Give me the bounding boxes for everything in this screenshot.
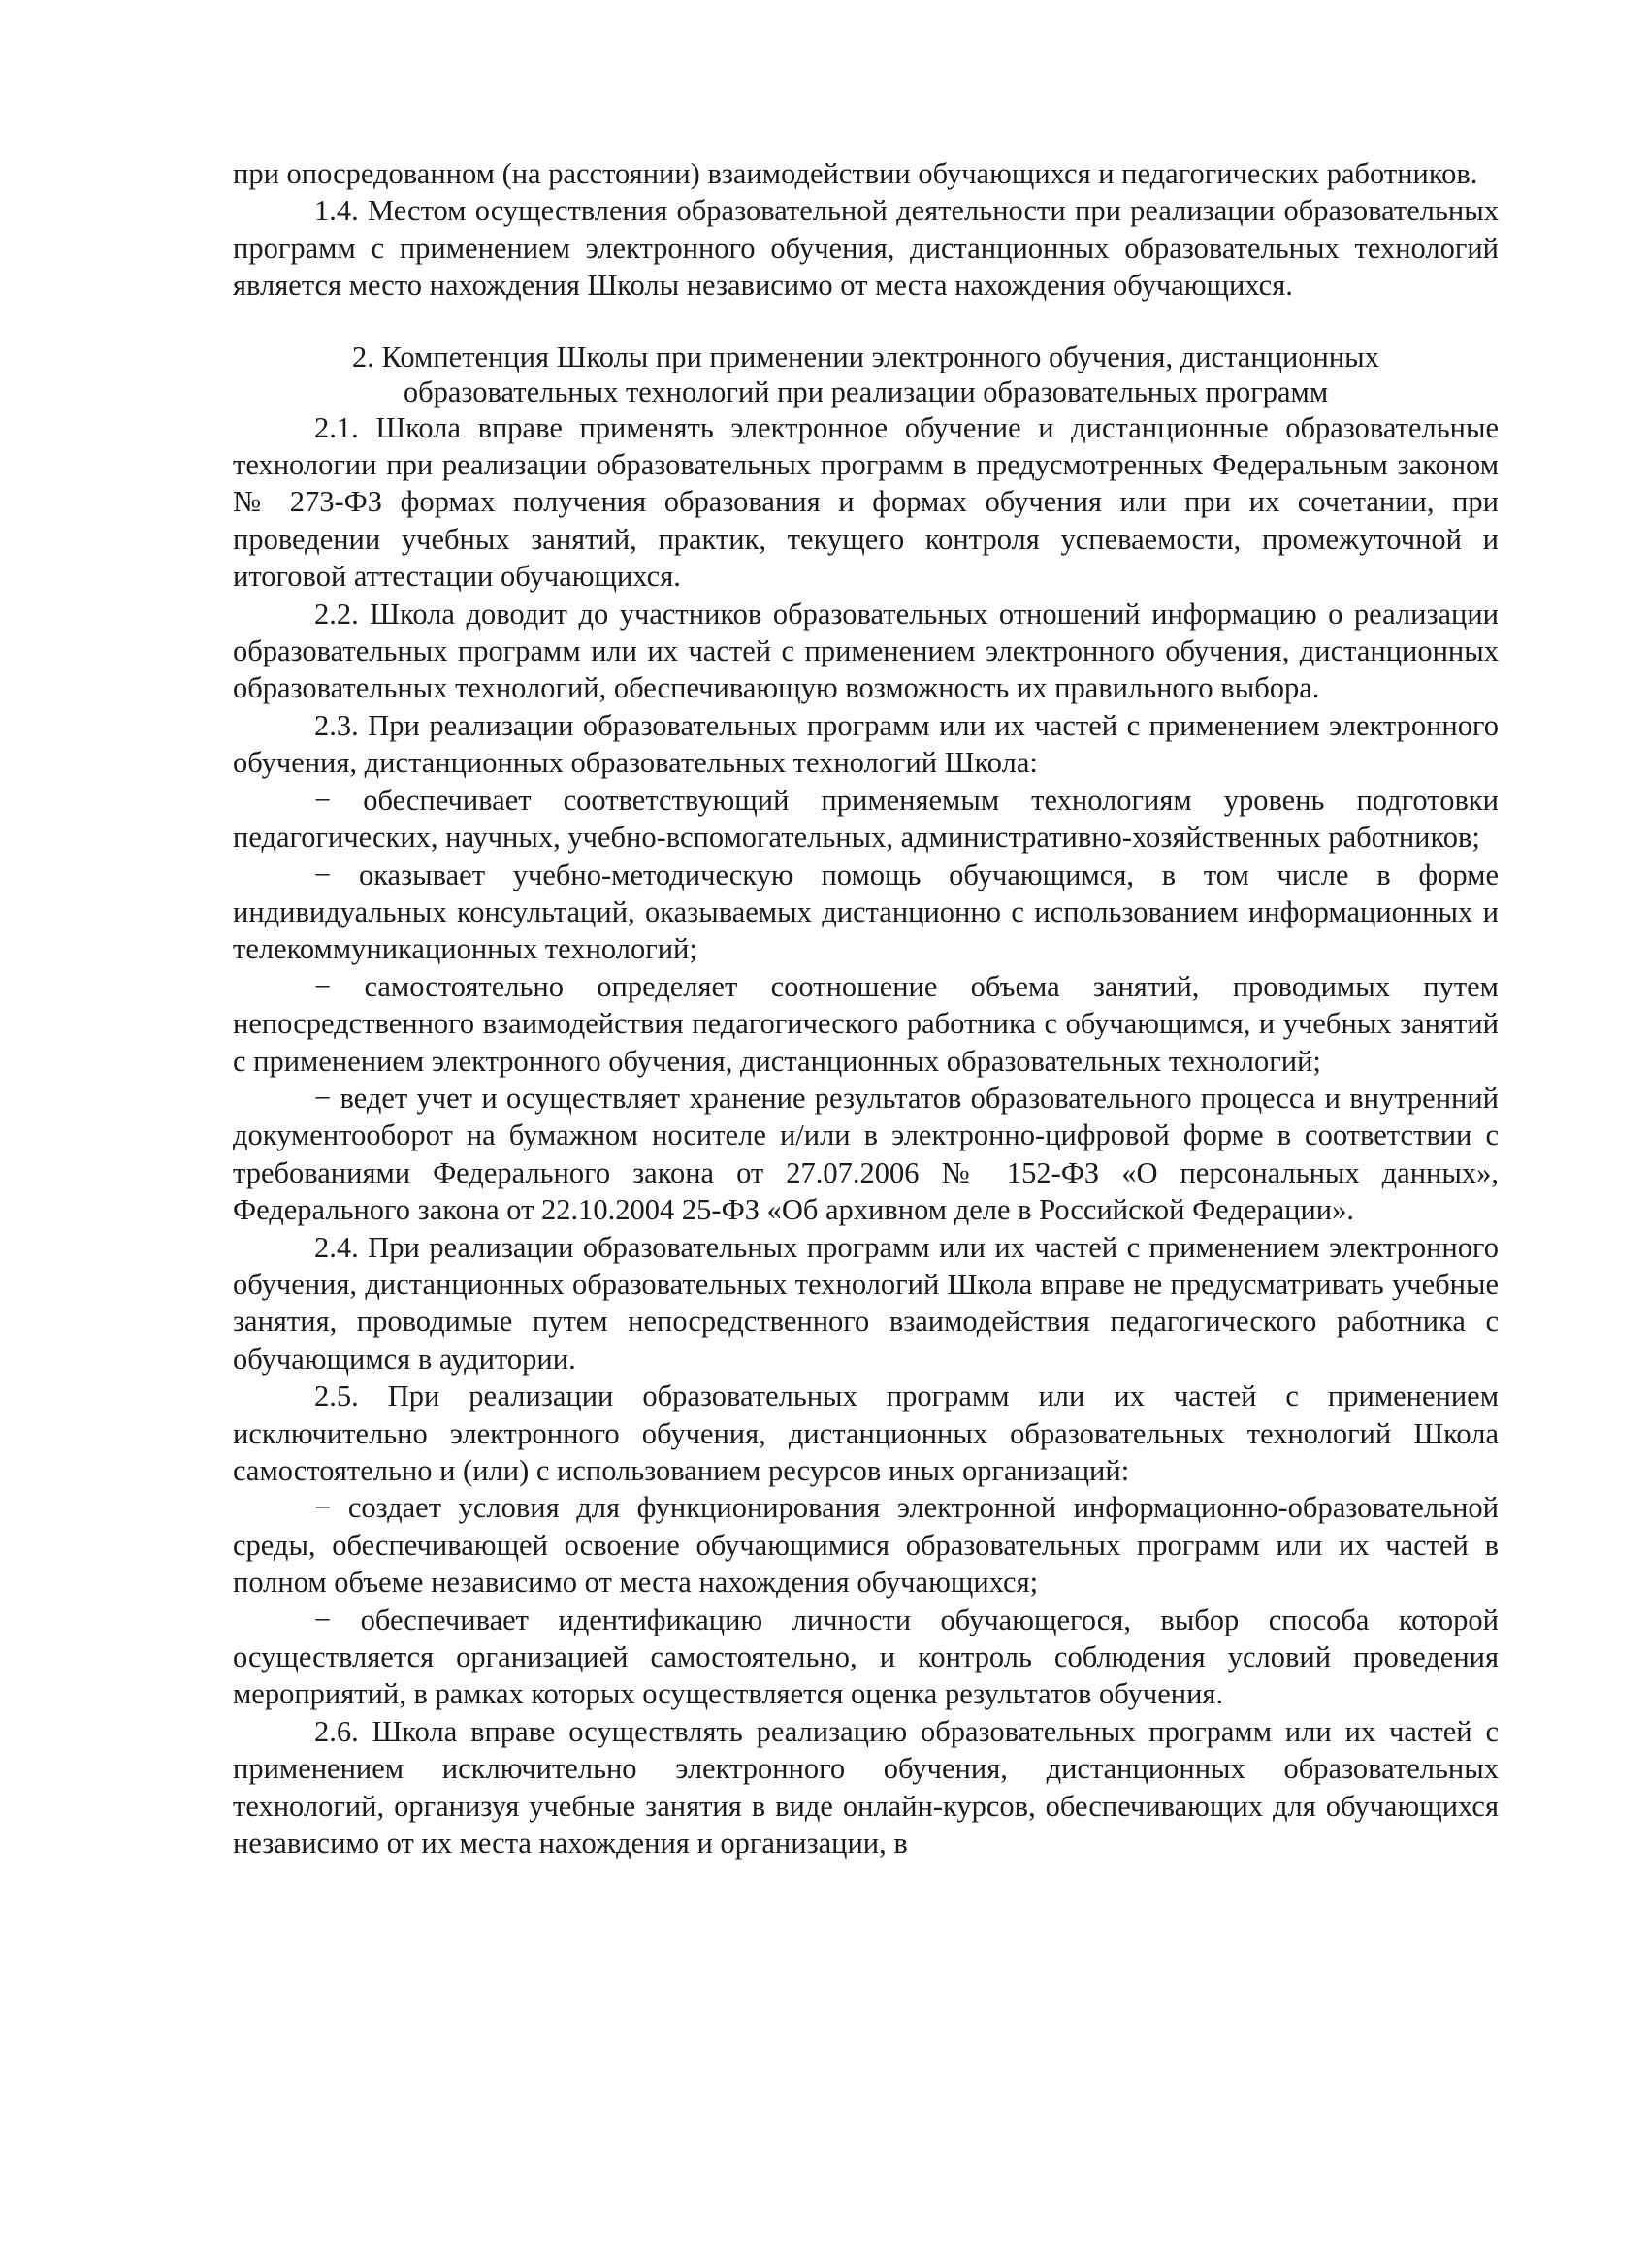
list-item: − обеспечивает идентификацию личности обучающегося, выбор способа которой осуществляется организацией самостоятельно, и контроль соблюдения условий проведения мероприятий, в рамках которых осуществляется оценка результатов обучения. xyxy=(233,1603,1499,1711)
list-item: − обеспечивает соответствующий применяемым технологиям уровень подготовки педагогических, научных, учебно-вспомогательных, административно-хозяйственных работников; xyxy=(233,783,1499,855)
paragraph-2-3: 2.3. При реализации образовательных программ или их частей с применением электронного обучения, дистанционных образовательных технологий Школа: xyxy=(233,708,1499,780)
paragraph-2-6: 2.6. Школа вправе осуществлять реализацию образовательных программ или их частей с применением исключительно электронного обучения, дистанционных образовательных технологий, организуя учебные занятия в виде онлайн-курсов, обеспечивающих для обучающихся независимо от их места нахождения и организации, в xyxy=(233,1714,1499,1861)
paragraph-1-4: 1.4. Местом осуществления образовательной деятельности при реализации образовательных программ с применением электронного обучения, дистанционных образовательных технологий является место нахождения Школы независимо от места нахождения обучающихся. xyxy=(233,194,1499,303)
paragraph-2-1: 2.1. Школа вправе применять электронное обучение и дистанционные образовательные технологии при реализации образовательных программ в предусмотренных Федеральным законом № 273-ФЗ формах получения образования и формах обучения или при их сочетании, при проведении учебных занятий, практик, текущего контроля успеваемости, промежуточной и итоговой аттестации обучающихся. xyxy=(233,410,1499,594)
section-2-heading-line2: образовательных технологий при реализации образовательных программ xyxy=(403,374,1329,408)
section-2-heading-line1: 2. Компетенция Школы при применении электронного обучения, дистанционных xyxy=(352,340,1379,373)
paragraph-2-2: 2.2. Школа доводит до участников образовательных отношений информацию о реализации образовательных программ или их частей с применением электронного обучения, дистанционных образовательных технологий, обеспечивающую возможность их правильного выбора. xyxy=(233,597,1499,705)
list-item: − самостоятельно определяет соотношение объема занятий, проводимых путем непосредственного взаимодействия педагогического работника с обучающимся, и учебных занятий с применением электронного обучения, дистанционных образовательных технологий; xyxy=(233,969,1499,1078)
list-item: − ведет учет и осуществляет хранение результатов образовательного процесса и внутренний документооборот на бумажном носителе и/или в электронно-цифровой форме в соответствии с требованиями Федерального закона от 27.07.2006 № 152-ФЗ «О персональных данных», Федерального закона от 22.10.2004 25-ФЗ «Об архивном деле в Российской Федерации». xyxy=(233,1081,1499,1227)
document-body xyxy=(233,155,1499,1862)
intro-paragraph: при опосредованном (на расстоянии) взаимодействии обучающихся и педагогических работников. xyxy=(233,157,1478,190)
section-2-heading xyxy=(233,340,1499,409)
paragraph-2-4: 2.4. При реализации образовательных программ или их частей с применением электронного обучения, дистанционных образовательных технологий Школа вправе не предусматривать учебные занятия, проводимые путем непосредственного взаимодействия педагогического работника с обучающимся в аудитории. xyxy=(233,1230,1499,1376)
list-item: − оказывает учебно-методическую помощь обучающимся, в том числе в форме индивидуальных консультаций, оказываемых дистанционно с использованием информационных и телекоммуникационных технологий; xyxy=(233,858,1499,966)
list-item: − создает условия для функционирования электронной информационно-образовательной среды, обеспечивающей освоение обучающимися образовательных программ или их частей в полном объеме независимо от места нахождения обучающихся; xyxy=(233,1491,1499,1600)
paragraph-2-5: 2.5. При реализации образовательных программ или их частей с применением исключительно электронного обучения, дистанционных образовательных технологий Школа самостоятельно и (или) с использованием ресурсов иных организаций: xyxy=(233,1379,1499,1487)
